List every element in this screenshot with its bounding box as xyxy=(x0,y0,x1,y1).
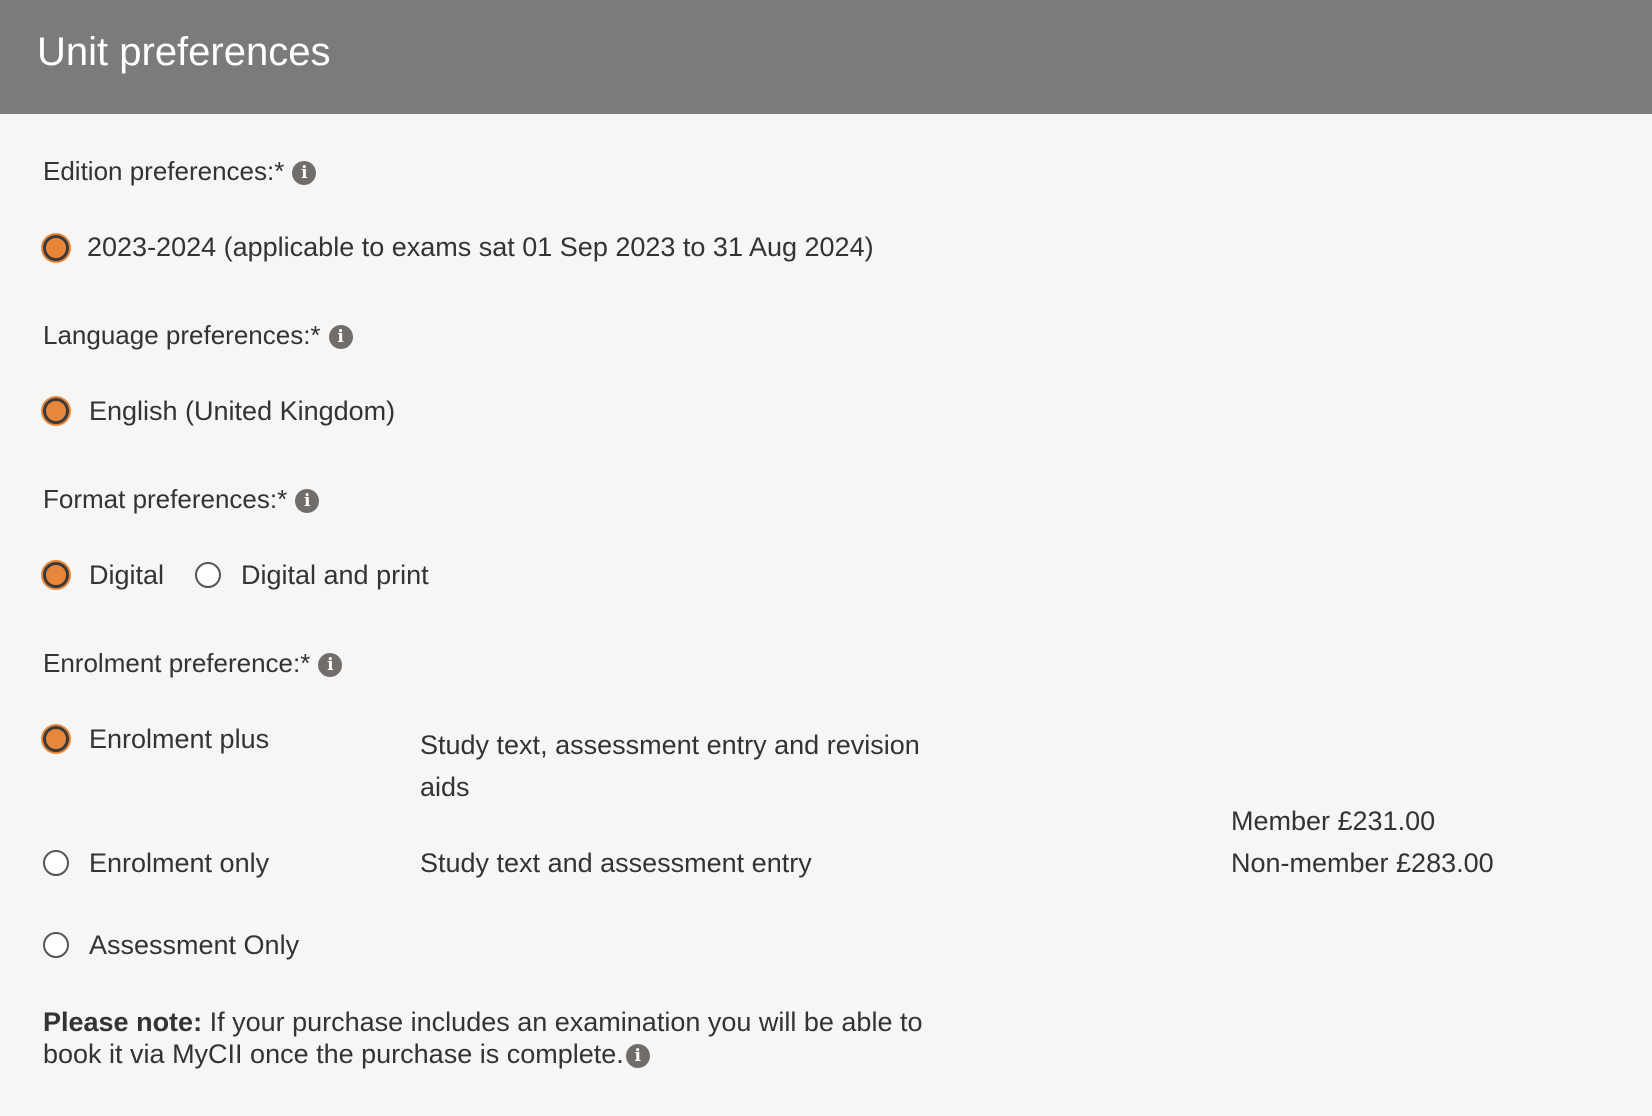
radio-enrolment-only[interactable] xyxy=(43,850,69,876)
radio-assessment-only[interactable] xyxy=(43,932,69,958)
assessment-only-label[interactable]: Assessment Only xyxy=(89,930,300,960)
edition-label xyxy=(43,156,316,187)
format-option-digital-print[interactable]: Digital and print xyxy=(241,560,429,590)
enrolment-plus-label[interactable]: Enrolment plus xyxy=(89,724,270,754)
price-non-member: Non-member £283.00 xyxy=(1231,848,1494,878)
edition-label-text: Edition preferences:* xyxy=(43,156,285,186)
format-label-text: Format preferences:* xyxy=(43,484,288,514)
header xyxy=(0,0,1652,114)
language-label-text: Language preferences:* xyxy=(43,320,321,350)
enrolment-plus-description: Study text, assessment entry and revision aids xyxy=(420,730,920,802)
price-member: Member £231.00 xyxy=(1231,806,1436,836)
enrolment-only-label[interactable]: Enrolment only xyxy=(89,848,270,878)
info-icon[interactable]: i xyxy=(318,653,342,677)
edition-option-label[interactable]: 2023-2024 (applicable to exams sat 01 Sep 2023 to 31 Aug 2024) xyxy=(87,232,874,262)
info-icon[interactable]: i xyxy=(329,325,353,349)
radio-format-digital[interactable] xyxy=(43,562,69,588)
enrolment-label-text: Enrolment preference:* xyxy=(43,648,311,678)
info-icon[interactable]: i xyxy=(626,1044,650,1068)
radio-format-digital-print[interactable] xyxy=(195,562,221,588)
radio-edition-2023-2024[interactable] xyxy=(43,235,69,261)
format-option-digital[interactable]: Digital xyxy=(89,560,165,590)
purchase-note xyxy=(43,1006,943,1070)
info-icon[interactable]: i xyxy=(295,489,319,513)
note-bold: Please note: xyxy=(43,1007,203,1037)
radio-language-english[interactable] xyxy=(43,398,69,424)
note-text: If your purchase includes an examination you will be able to book it via MyCII once the purchase is complete. xyxy=(43,1007,923,1069)
info-icon[interactable]: i xyxy=(292,161,316,185)
language-option-label[interactable]: English (United Kingdom) xyxy=(89,396,396,426)
language-label xyxy=(43,320,353,351)
enrolment-label xyxy=(43,648,342,679)
radio-enrolment-plus[interactable] xyxy=(43,726,69,752)
format-label xyxy=(43,484,319,515)
page-title: Unit preferences xyxy=(37,30,331,74)
enrolment-only-description: Study text and assessment entry xyxy=(420,848,812,878)
